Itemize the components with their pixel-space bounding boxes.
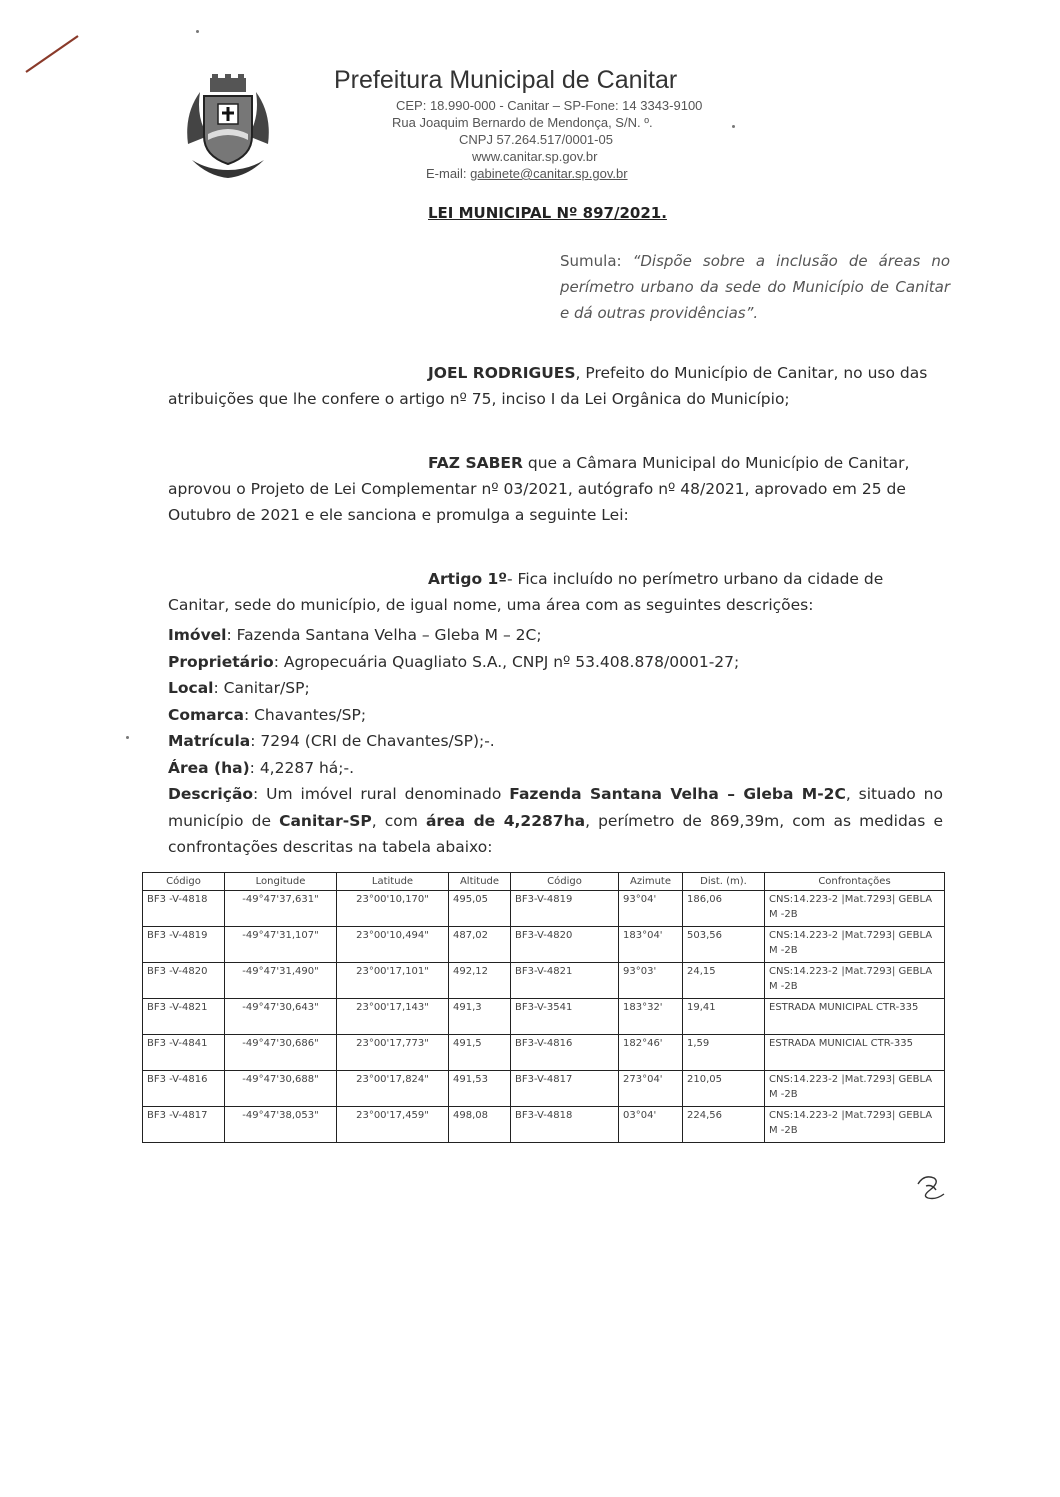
table-cell: BF3 -V-4841 [143,1035,225,1071]
field-value: : Fazenda Santana Velha – Gleba M – 2C; [226,626,542,644]
field-value: : Agropecuária Quagliato S.A., CNPJ nº 53.408.878/0001-27; [273,652,740,671]
paragraph-faz-saber-text: que a Câmara Municipal do Município de Canitar, aprovou o Projeto de Lei Complementar nº 03/2021, autógrafo nº 48/2021, aprovado em 25 de Outubro de 2021 e ele sanciona e promulga a seguinte Lei: [168,454,910,524]
table-row [143,999,945,1035]
field-label: Imóvel [168,626,227,644]
field-value: : 7294 (CRI de Chavantes/SP);-. [250,732,495,750]
table-header-row [143,873,945,891]
sumula [560,248,950,326]
table-cell: 19,41 [683,999,765,1035]
table-cell: 503,56 [683,927,765,963]
table-cell: 498,08 [449,1107,511,1143]
column-header: Código [143,873,225,891]
table-cell: BF3-V-4817 [511,1071,619,1107]
field-comarca [168,702,943,729]
handwritten-initials [912,1172,948,1202]
table-cell: 183°32' [619,999,683,1035]
table-cell: 491,53 [449,1071,511,1107]
table-cell: 495,05 [449,891,511,927]
table-cell: 273°04' [619,1071,683,1107]
column-header: Confrontações [765,873,945,891]
header-cnpj: CNPJ 57.264.517/0001-05 [459,132,613,147]
column-header: Dist. (m). [683,873,765,891]
table-cell: BF3-V-4819 [511,891,619,927]
table-cell: 23°00'17,101" [337,963,449,999]
field-label: Matrícula [168,732,251,750]
speck [196,30,199,33]
email-label: E-mail: [426,166,471,181]
table-cell: 24,15 [683,963,765,999]
table-cell: 491,3 [449,999,511,1035]
table-row [143,891,945,927]
table-cell: 23°00'17,824" [337,1071,449,1107]
table-row [143,1107,945,1143]
law-title: LEI MUNICIPAL Nº 897/2021. [428,204,667,222]
header-title: Prefeitura Municipal de Canitar [334,66,678,94]
table-cell: CNS:14.223-2 |Mat.7293| GEBLA M -2B [765,963,945,999]
field-value: : Um imóvel rural denominado [253,785,510,803]
table-cell: 03°04' [619,1107,683,1143]
field-value: , perímetro de 869,39m, com as medidas e confrontações descritas na tabela abaixo: [168,811,943,856]
table-cell: BF3 -V-4819 [143,927,225,963]
table-cell: -49°47'38,053" [225,1107,337,1143]
table-row [143,1035,945,1071]
column-header: Latitude [337,873,449,891]
table-cell: -49°47'37,631" [225,891,337,927]
table-cell: 210,05 [683,1071,765,1107]
field-value-bold: Canitar-SP [279,811,372,830]
table-cell: 491,5 [449,1035,511,1071]
table-cell: 23°00'17,773" [337,1035,449,1071]
table-cell: 186,06 [683,891,765,927]
table-cell: 23°00'10,494" [337,927,449,963]
table-cell: BF3-V-3541 [511,999,619,1035]
paragraph-faz-saber [168,450,940,528]
table-cell: -49°47'30,686" [225,1035,337,1071]
field-imovel [168,622,943,649]
table-cell: 182°46' [619,1035,683,1071]
table-cell: 492,12 [449,963,511,999]
table-cell: CNS:14.223-2 |Mat.7293| GEBLA M -2B [765,1107,945,1143]
table-cell: BF3 -V-4821 [143,999,225,1035]
table-cell: ESTRADA MUNICIAL CTR-335 [765,1035,945,1071]
header-email-line [426,166,628,181]
prefeito-name: JOEL RODRIGUES [428,364,576,382]
table-row [143,1071,945,1107]
table-cell: 183°04' [619,927,683,963]
table-cell: CNS:14.223-2 |Mat.7293| GEBLA M -2B [765,891,945,927]
field-label: Comarca [168,705,244,724]
field-value-bold: área de 4,2287ha [425,811,586,830]
faz-saber-lead: FAZ SABER [428,454,523,472]
paragraph-prefeito-text: , Prefeito do Município de Canitar, no uso das atribuições que lhe confere o artigo nº 75, inciso I da Lei Orgânica do Município; [168,364,928,408]
municipal-crest-icon [178,74,278,182]
article-1 [168,566,940,618]
property-fields [168,622,943,861]
field-local [168,675,943,702]
sumula-label: Sumula: [560,252,633,270]
table-cell: BF3-V-4816 [511,1035,619,1071]
paragraph-prefeito [168,360,940,412]
table-cell: 93°04' [619,891,683,927]
field-value: : Chavantes/SP; [243,705,367,724]
email-link[interactable]: gabinete@canitar.sp.gov.br [470,166,628,181]
table-cell: 1,59 [683,1035,765,1071]
column-header: Azimute [619,873,683,891]
field-descricao [168,781,943,861]
speck [126,736,129,739]
field-value: , com [371,811,426,830]
table-cell: 487,02 [449,927,511,963]
table-cell: ESTRADA MUNICIPAL CTR-335 [765,999,945,1035]
field-area [168,755,943,782]
table-cell: CNS:14.223-2 |Mat.7293| GEBLA M -2B [765,1071,945,1107]
table-cell: CNS:14.223-2 |Mat.7293| GEBLA M -2B [765,927,945,963]
table-row [143,927,945,963]
sumula-text: “Dispõe sobre a inclusão de áreas no perímetro urbano da sede do Município de Canitar e dá outras providências”. [560,252,951,322]
table-cell: -49°47'31,107" [225,927,337,963]
table-cell: -49°47'30,688" [225,1071,337,1107]
header-website: www.canitar.sp.gov.br [472,149,598,164]
coordinates-table [142,872,945,1143]
speck [732,125,735,128]
table-cell: BF3-V-4818 [511,1107,619,1143]
header-address: Rua Joaquim Bernardo de Mendonça, S/N. º. [392,115,653,130]
header-cep-phone: CEP: 18.990-000 - Canitar – SP-Fone: 14 3343-9100 [396,98,703,113]
table-cell: BF3-V-4821 [511,963,619,999]
table-cell: 224,56 [683,1107,765,1143]
table-cell: BF3 -V-4820 [143,963,225,999]
field-value-bold: Fazenda Santana Velha – Gleba M-2C [509,785,846,803]
field-label: Proprietário [168,652,274,671]
table-cell: 23°00'17,459" [337,1107,449,1143]
pen-mark [24,34,80,74]
table-row [143,963,945,999]
column-header: Altitude [449,873,511,891]
table-cell: BF3 -V-4818 [143,891,225,927]
field-value: , situado no município de [168,785,943,830]
table-cell: BF3-V-4820 [511,927,619,963]
table-cell: 23°00'17,143" [337,999,449,1035]
table-cell: -49°47'30,643" [225,999,337,1035]
table-cell: BF3 -V-4816 [143,1071,225,1107]
article-1-text: - Fica incluído no perímetro urbano da cidade de Canitar, sede do município, de igual nome, uma área com as seguintes descrições: [168,570,884,614]
table-cell: BF3 -V-4817 [143,1107,225,1143]
column-header: Código [511,873,619,891]
field-matricula [168,728,943,755]
field-value: : 4,2287 há;-. [249,758,355,777]
article-1-lead: Artigo 1º [428,570,508,588]
field-label: Área (ha) [168,758,250,777]
column-header: Longitude [225,873,337,891]
field-label: Descrição [168,785,254,803]
field-value: : Canitar/SP; [213,679,310,697]
table-cell: 23°00'10,170" [337,891,449,927]
table-cell: 93°03' [619,963,683,999]
table-cell: -49°47'31,490" [225,963,337,999]
field-proprietario [168,649,943,676]
field-label: Local [168,679,214,697]
